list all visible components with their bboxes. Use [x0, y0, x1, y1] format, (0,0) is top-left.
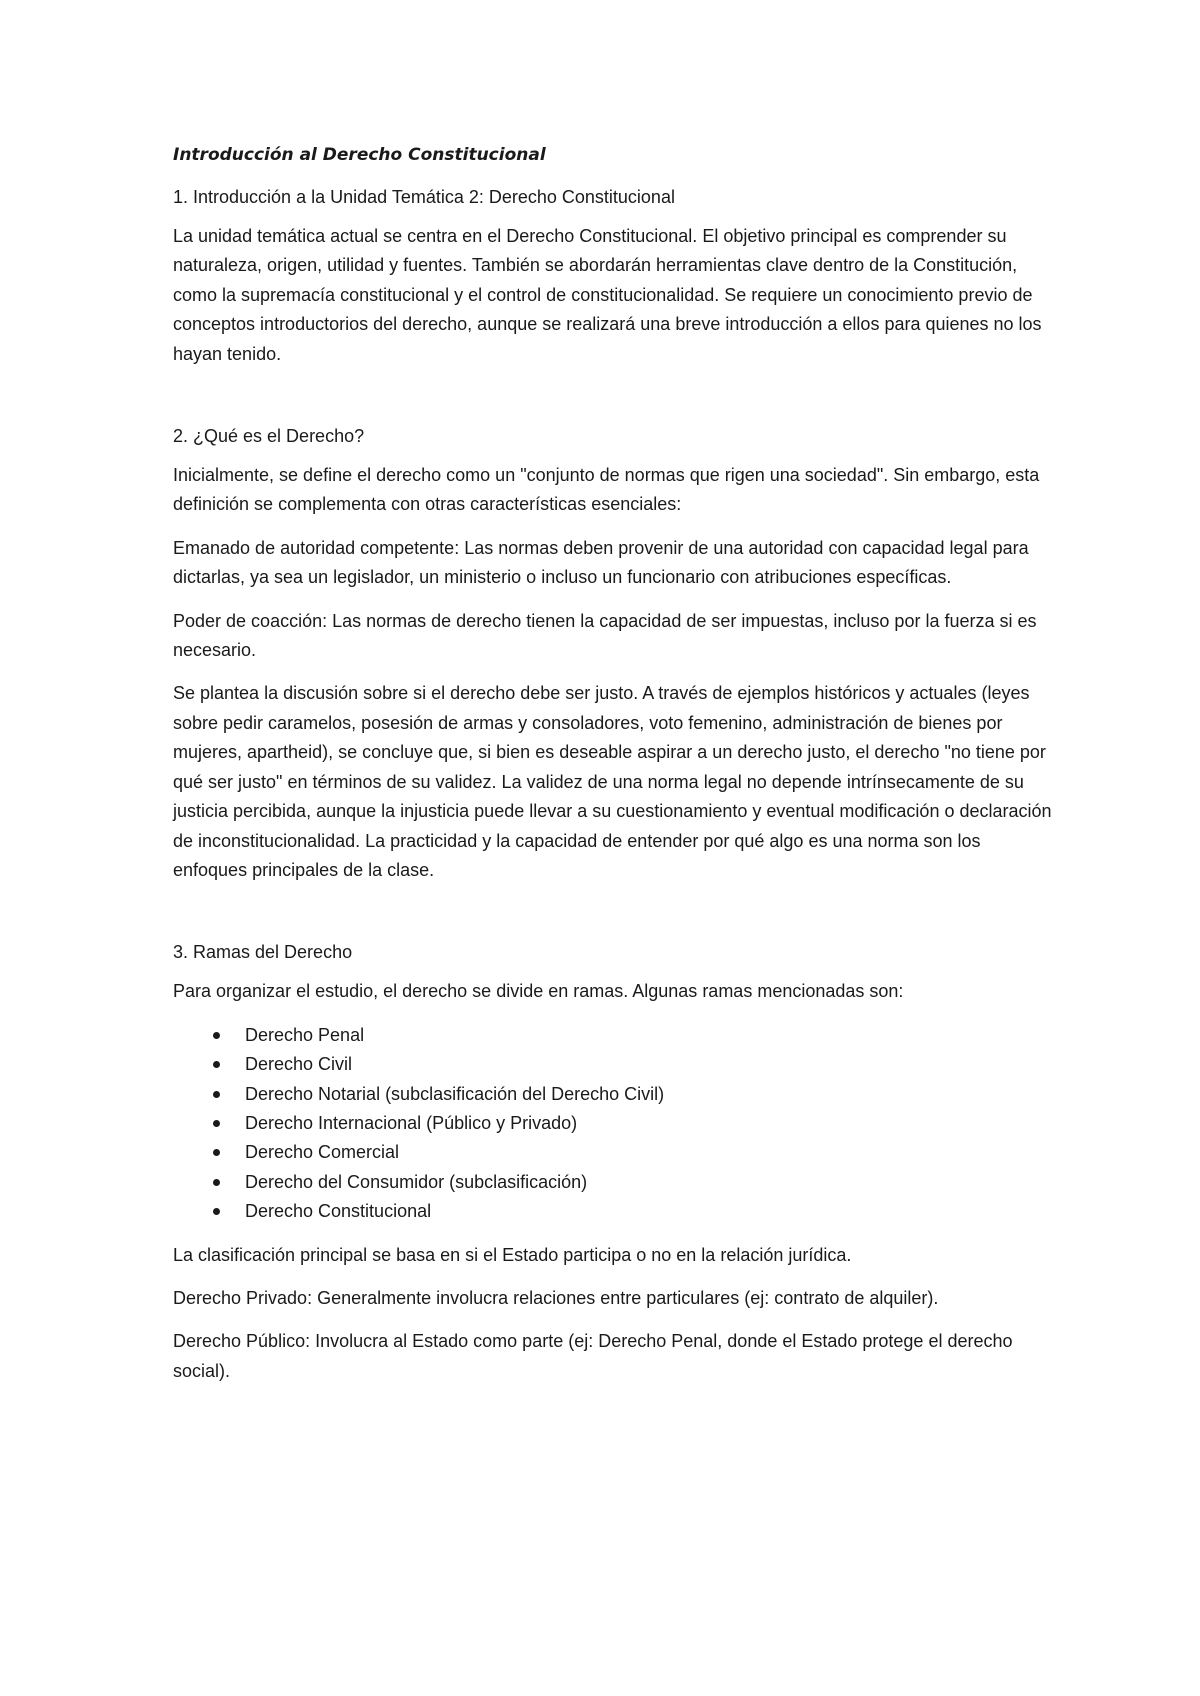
spacer [173, 899, 1053, 941]
document-page [173, 144, 1053, 1400]
list-item [173, 1197, 1053, 1226]
bullet-icon [213, 1120, 220, 1127]
spacer [173, 383, 1053, 425]
section-2-paragraph-3: Poder de coacción: Las normas de derecho tienen la capacidad de ser impuestas, incluso por la fuerza si es necesario. [173, 610, 1037, 661]
document-title: Introducción al Derecho Constitucional [173, 145, 546, 165]
section-2-paragraph-2: Emanado de autoridad competente: Las normas deben provenir de una autoridad con capacidad legal para dictarlas, ya sea un legislador, un ministerio o incluso un funcionario con atribuciones específicas. [173, 537, 1029, 588]
bullet-icon [213, 1179, 220, 1186]
list-item-label: Derecho Constitucional [245, 1201, 432, 1222]
bullet-icon [213, 1061, 220, 1068]
list-item-label: Derecho Comercial [245, 1142, 400, 1163]
section-1-heading: 1. Introducción a la Unidad Temática 2: Derecho Constitucional [173, 187, 675, 207]
list-item [173, 1138, 1053, 1167]
section-3-heading: 3. Ramas del Derecho [173, 942, 353, 963]
bullet-icon [213, 1032, 220, 1039]
list-item-label: Derecho Internacional (Público y Privado) [245, 1112, 578, 1133]
section-3-paragraph-1: La clasificación principal se basa en si el Estado participa o no en la relación jurídica. [173, 1244, 852, 1265]
list-item-label: Derecho Civil [245, 1054, 353, 1075]
section-2-heading: 2. ¿Qué es el Derecho? [173, 426, 365, 447]
section-2-paragraph-4: Se plantea la discusión sobre si el derecho debe ser justo. A través de ejemplos históricos y actuales (leyes sobre pedir caramelos, posesión de armas y consoladores, voto femenino, administración de bienes por mujeres, apartheid), se concluye que, si bien es deseable aspirar a un derecho justo, el derecho "no tiene por qué ser justo" en términos de su validez. La validez de una norma legal no depende intrínsecamente de su justicia percibida, aunque la injusticia puede llevar a su cuestionamiento y eventual modificación o declaración de inconstitucionalidad. La practicidad y la capacidad de entender por qué algo es una norma son los enfoques principales de la clase. [173, 683, 1052, 880]
list-item-label: Derecho Penal [245, 1024, 365, 1045]
bullet-icon [213, 1208, 220, 1215]
list-item [173, 1050, 1053, 1079]
section-1-paragraph: La unidad temática actual se centra en el Derecho Constitucional. El objetivo principal es comprender su naturaleza, origen, utilidad y fuentes. También se abordarán herramientas clave dentro de la Constitución, como la supremacía constitucional y el control de constitucionalidad. Se requiere un conocimiento previo de conceptos introductorios del derecho, aunque se realizará una breve introducción a ellos para quienes no los hayan tenido. [173, 226, 1042, 364]
list-item [173, 1109, 1053, 1138]
list-item-label: Derecho del Consumidor (subclasificación) [245, 1171, 588, 1192]
list-item [173, 1080, 1053, 1109]
section-3-paragraph-2: Derecho Privado: Generalmente involucra relaciones entre particulares (ej: contrato de alquiler). [173, 1287, 939, 1308]
section-2-paragraph-1: Inicialmente, se define el derecho como un "conjunto de normas que rigen una sociedad". Sin embargo, esta definición se complementa con otras características esenciales: [173, 465, 1040, 515]
branches-list [173, 1021, 1053, 1227]
list-item-label: Derecho Notarial (subclasificación del Derecho Civil) [245, 1083, 665, 1104]
section-3-intro: Para organizar el estudio, el derecho se divide en ramas. Algunas ramas mencionadas son: [173, 981, 904, 1002]
list-item [173, 1021, 1053, 1050]
bullet-icon [213, 1149, 220, 1156]
bullet-icon [213, 1091, 220, 1098]
section-3-paragraph-3: Derecho Público: Involucra al Estado como parte (ej: Derecho Penal, donde el Estado protege el derecho social). [173, 1331, 1013, 1381]
list-item [173, 1168, 1053, 1197]
